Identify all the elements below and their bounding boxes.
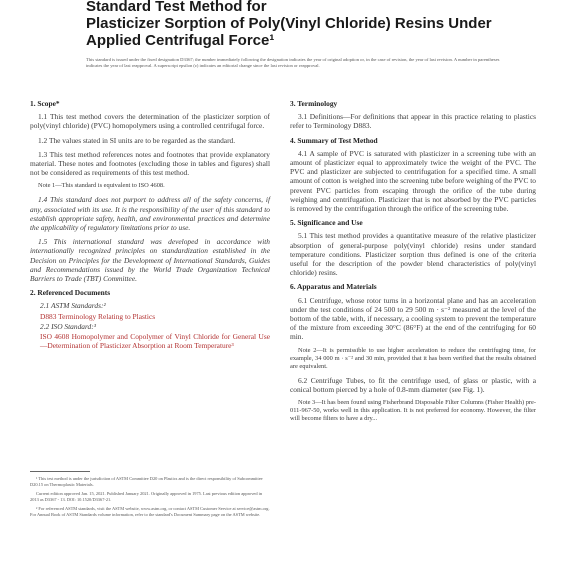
paragraph-5-1: 5.1 This test method provides a quantitative measure of the relative plasticizer absorption of general-purpose poly(vinyl chloride) resins under standard temperature conditions. Plasticizer sorption thus defined is one of the criteria useful for the description of the powder blend characteristics of poly(vinyl chloride) resins. [290, 231, 536, 278]
paragraph-1-4: 1.4 This standard does not purport to address all of the safety concerns, if any, associated with its use. It is the responsibility of the user of this standard to establish appropriate safety, health, and environmental practices and determine the applicability of regulatory limitations prior to use. [30, 195, 270, 233]
section-heading-scope: 1. Scope* [30, 99, 60, 108]
section-heading-apparatus: 6. Apparatus and Materials [290, 282, 377, 292]
footnote-divider [30, 471, 90, 472]
reference-iso4608-link[interactable]: ISO 4608 Homopolymer and Copolymer of Vinyl Chloride for General Use—Determination of Plasticizer Absorption at Room Temperature³ [40, 332, 270, 351]
section-heading-significance: 5. Significance and Use [290, 218, 363, 228]
title-line: Applied Centrifugal Force¹ [86, 32, 275, 49]
right-column [290, 96, 536, 428]
reference-d883-link[interactable]: D883 Terminology Relating to Plastics [40, 311, 156, 321]
footnote: ¹ This test method is under the jurisdiction of ASTM Committee D20 on Plastics and is the direct responsibility of Subcommittee D20.15 on Thermoplastic Materials. [30, 476, 263, 487]
paragraph-3-1: 3.1 Definitions—For definitions that appear in this practice relating to plastics refer to Terminology D883. [290, 112, 536, 131]
iso-standard-label: 2.2 ISO Standard:³ [40, 321, 96, 331]
document-title [86, 0, 506, 49]
paragraph-1-1: 1.1 This test method covers the determination of the plasticizer sorption of poly(vinyl chloride) (PVC) homopolymers using a controlled centrifugal force. [30, 112, 270, 131]
paragraph-6-2: 6.2 Centrifuge Tubes, to fit the centrifuge used, of glass or plastic, with a conical bottom pierced by a hole of 0.8-mm diameter (see Fig. 1). [290, 375, 536, 394]
section-heading-summary: 4. Summary of Test Method [290, 135, 378, 145]
section-heading-referenced-documents: 2. Referenced Documents [30, 288, 111, 298]
title-line: Plasticizer Sorption of Poly(Vinyl Chloride) Resins Under [86, 15, 492, 32]
issuance-note: This standard is issued under the fixed designation D3367; the number immediately following the designation indicates the year of original adoption or, in the case of revision, the year of last revision. A number in parentheses indicates the year of last reapproval. A superscript epsilon (ε) indicates an editorial change since the last revision or reapproval. [86, 57, 500, 69]
note-3: Note 3—It has been found using Fisherbrand Disposable Filter Columns (Fisher Health) pre-011-967-50, works well in this application. It is not preferred for economy. However, the filter will become filters to have a dry... [290, 399, 536, 423]
paragraph-1-3: 1.3 This test method references notes and footnotes that provide explanatory material. These notes and footnotes (excluding those in tables and figures) shall not be considered as requirements of this test method. [30, 149, 270, 178]
footnote: ² For referenced ASTM standards, visit the ASTM website, www.astm.org, or contact ASTM Customer Service at service@astm.org. For Annual Book of ASTM Standards volume information, refer to the standard's Document Summary page on the ASTM website. [30, 506, 270, 517]
footnotes [30, 476, 270, 521]
paragraph-1-2: 1.2 The values stated in SI units are to be regarded as the standard. [38, 135, 236, 145]
paragraph-6-1: 6.1 Centrifuge, whose rotor turns in a horizontal plane and has an acceleration under the test conditions of 24 500 to 29 500 m · s⁻² measured at the level of the bottom of the table, with, if necessary, a cooling system to prevent the temperature of the mixture from exceeding 30°C (86°F) at the end of the centrifuging for 60 min. [290, 295, 536, 342]
note-2: Note 2—It is permissible to use higher acceleration to reduce the centrifuging time, for example, 34 000 m · s⁻² and 30 min, provided that it has been verified that the results obtained are equivalent. [290, 346, 536, 370]
section-heading-terminology: 3. Terminology [290, 99, 338, 108]
left-column [30, 96, 270, 351]
astm-standards-label: 2.1 ASTM Standards:² [40, 301, 106, 311]
note-1: Note 1—This standard is equivalent to ISO 4608. [38, 182, 165, 190]
footnote: Current edition approved Jan. 15, 2021. Published January 2021. Originally approved in 1975. Last previous edition approved in 2013 as D3367 - 13. DOI: 10.1520/D3367-21. [30, 491, 263, 502]
title-line: Standard Test Method for [86, 0, 267, 15]
paragraph-4-1: 4.1 A sample of PVC is saturated with plasticizer in a screening tube with an amount of plasticizer equal to approximately twice the weight of the PVC. The PVC and plasticizer are subjected to centrifugation for a specified time. A small amount of cotton is weighed into the screening tube before weighing of the PVC to prevent PVC particles from escaping through the orifice of the tube during weighing and centrifugation. Plasticizer that is not absorbed by the PVC particles is removed by the centrifugation through the orifice of the screening tube. [290, 148, 536, 214]
paragraph-1-5: 1.5 This international standard was developed in accordance with internationally recognized principles on standardization established in the Decision on Principles for the Development of International Standards, Guides and Recommendations issued by the World Trade Organization Technical Barriers to Trade (TBT) Committee. [30, 237, 270, 284]
